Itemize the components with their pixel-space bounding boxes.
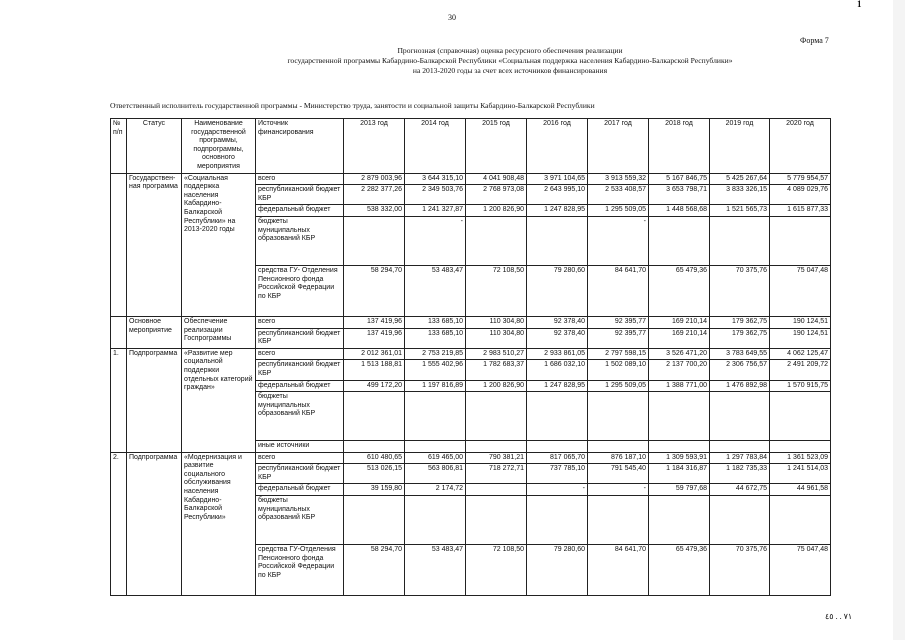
value-cell: 59 797,68 bbox=[649, 484, 710, 496]
value-cell bbox=[466, 441, 527, 453]
value-cell bbox=[710, 216, 770, 265]
value-cell: 1 184 316,87 bbox=[649, 464, 710, 484]
value-cell: 179 362,75 bbox=[710, 328, 770, 348]
value-cell: 3 971 104,65 bbox=[527, 173, 588, 185]
source-cell: бюджеты муниципальных образований КБР bbox=[256, 496, 344, 545]
value-cell bbox=[466, 484, 527, 496]
value-cell: 1 297 783,84 bbox=[710, 452, 770, 464]
value-cell: 79 280,60 bbox=[527, 265, 588, 316]
block-number: 1. bbox=[111, 348, 127, 452]
value-cell: 791 545,40 bbox=[588, 464, 649, 484]
value-cell: 4 062 125,47 bbox=[770, 348, 831, 360]
value-cell bbox=[466, 496, 527, 545]
value-cell: 58 294,70 bbox=[344, 545, 405, 596]
source-cell: федеральный бюджет bbox=[256, 205, 344, 217]
value-cell bbox=[588, 441, 649, 453]
value-cell: 2 753 219,85 bbox=[405, 348, 466, 360]
value-cell: 2 282 377,26 bbox=[344, 185, 405, 205]
value-cell: 92 395,77 bbox=[588, 316, 649, 328]
value-cell: 1 615 877,33 bbox=[770, 205, 831, 217]
table-row bbox=[111, 173, 831, 185]
form-label: Форма 7 bbox=[800, 36, 829, 45]
value-cell: - bbox=[527, 484, 588, 496]
value-cell bbox=[466, 392, 527, 441]
value-cell: 1 513 188,81 bbox=[344, 360, 405, 380]
value-cell: 169 210,14 bbox=[649, 328, 710, 348]
value-cell: - bbox=[405, 216, 466, 265]
header-year: 2015 год bbox=[466, 119, 527, 174]
header-num: № п/п bbox=[111, 119, 127, 174]
header-year: 2019 год bbox=[710, 119, 770, 174]
value-cell: 2 933 861,05 bbox=[527, 348, 588, 360]
block-name: «Развитие мер социальной поддержки отдельных категорий граждан» bbox=[182, 348, 256, 452]
page-number: 30 bbox=[448, 13, 456, 22]
value-cell: 3 833 326,15 bbox=[710, 185, 770, 205]
value-cell: 499 172,20 bbox=[344, 380, 405, 392]
block-status: Подпрограмма bbox=[127, 348, 182, 452]
value-cell: 1 476 892,98 bbox=[710, 380, 770, 392]
value-cell: 2 349 503,76 bbox=[405, 185, 466, 205]
value-cell: 72 108,50 bbox=[466, 265, 527, 316]
value-cell: 1 686 032,10 bbox=[527, 360, 588, 380]
value-cell: 1 502 089,10 bbox=[588, 360, 649, 380]
header-year: 2017 год bbox=[588, 119, 649, 174]
table-row bbox=[111, 316, 831, 328]
block-number bbox=[111, 316, 127, 348]
source-cell: средства ГУ-Отделения Пенсионного фонда Российской Федерации по КБР bbox=[256, 545, 344, 596]
corner-mark: 1 bbox=[857, 0, 863, 9]
value-cell: 2 797 598,15 bbox=[588, 348, 649, 360]
value-cell: 190 124,51 bbox=[770, 316, 831, 328]
source-cell: бюджеты муниципальных образований КБР bbox=[256, 392, 344, 441]
value-cell: 53 483,47 bbox=[405, 265, 466, 316]
value-cell: 70 375,76 bbox=[710, 265, 770, 316]
value-cell: 179 362,75 bbox=[710, 316, 770, 328]
value-cell: 1 241 514,03 bbox=[770, 464, 831, 484]
table-row bbox=[111, 348, 831, 360]
value-cell bbox=[649, 216, 710, 265]
source-cell: федеральный бюджет bbox=[256, 380, 344, 392]
value-cell: 44 961,58 bbox=[770, 484, 831, 496]
source-cell: всего bbox=[256, 316, 344, 328]
value-cell: 1 295 509,05 bbox=[588, 205, 649, 217]
block-status: Основное мероприятие bbox=[127, 316, 182, 348]
value-cell: 3 913 559,32 bbox=[588, 173, 649, 185]
title-line: государственной программы Кабардино-Балкарской Республики «Социальная поддержка населения Кабардино-Балкарской Республики» bbox=[287, 56, 733, 65]
value-cell: 5 167 846,75 bbox=[649, 173, 710, 185]
value-cell: 92 378,40 bbox=[527, 316, 588, 328]
source-cell: республиканский бюджет КБР bbox=[256, 185, 344, 205]
value-cell: 1 521 565,73 bbox=[710, 205, 770, 217]
header-year: 2018 год bbox=[649, 119, 710, 174]
value-cell bbox=[710, 441, 770, 453]
value-cell: 1 247 828,95 bbox=[527, 205, 588, 217]
value-cell: 169 210,14 bbox=[649, 316, 710, 328]
header-year: 2016 год bbox=[527, 119, 588, 174]
value-cell: 4 041 908,48 bbox=[466, 173, 527, 185]
value-cell: 3 783 649,55 bbox=[710, 348, 770, 360]
value-cell: 737 785,10 bbox=[527, 464, 588, 484]
block-name: «Социальная поддержка населения Кабардино-Балкарской Республики» на 2013-2020 годы bbox=[182, 173, 256, 316]
value-cell: 84 641,70 bbox=[588, 265, 649, 316]
block-number: 2. bbox=[111, 452, 127, 595]
block-number bbox=[111, 173, 127, 316]
source-cell: всего bbox=[256, 452, 344, 464]
value-cell: 133 685,10 bbox=[405, 316, 466, 328]
value-cell bbox=[344, 496, 405, 545]
block-name: «Модернизация и развитие социального обслуживания населения Кабардино-Балкарской Республики» bbox=[182, 452, 256, 595]
value-cell: 70 375,76 bbox=[710, 545, 770, 596]
value-cell: 3 644 315,10 bbox=[405, 173, 466, 185]
value-cell: 110 304,80 bbox=[466, 328, 527, 348]
value-cell: 1 448 568,68 bbox=[649, 205, 710, 217]
value-cell: 137 419,96 bbox=[344, 316, 405, 328]
header-row bbox=[111, 119, 831, 174]
value-cell: 3 653 798,71 bbox=[649, 185, 710, 205]
header-source: Источник финансирования bbox=[256, 119, 344, 174]
value-cell bbox=[770, 496, 831, 545]
value-cell: 563 806,81 bbox=[405, 464, 466, 484]
value-cell: 79 280,60 bbox=[527, 545, 588, 596]
scan-edge bbox=[893, 0, 905, 640]
value-cell: 5 425 267,64 bbox=[710, 173, 770, 185]
value-cell bbox=[466, 216, 527, 265]
value-cell: 1 197 816,89 bbox=[405, 380, 466, 392]
value-cell: 2 306 756,57 bbox=[710, 360, 770, 380]
value-cell: 4 089 029,76 bbox=[770, 185, 831, 205]
value-cell: 110 304,80 bbox=[466, 316, 527, 328]
value-cell bbox=[527, 441, 588, 453]
value-cell: 72 108,50 bbox=[466, 545, 527, 596]
value-cell: 1 309 593,91 bbox=[649, 452, 710, 464]
value-cell bbox=[649, 392, 710, 441]
value-cell: 92 378,40 bbox=[527, 328, 588, 348]
value-cell: 1 182 735,33 bbox=[710, 464, 770, 484]
title-line: Прогнозная (справочная) оценка ресурсного обеспечения реализации bbox=[397, 46, 623, 55]
source-cell: республиканский бюджет КБР bbox=[256, 360, 344, 380]
value-cell: 58 294,70 bbox=[344, 265, 405, 316]
resource-table bbox=[110, 118, 831, 596]
value-cell: 2 533 408,57 bbox=[588, 185, 649, 205]
value-cell bbox=[527, 392, 588, 441]
value-cell: 75 047,48 bbox=[770, 265, 831, 316]
value-cell: 65 479,36 bbox=[649, 265, 710, 316]
value-cell: 92 395,77 bbox=[588, 328, 649, 348]
value-cell bbox=[527, 216, 588, 265]
responsible-executor: Ответственный исполнитель государственной программы - Министерство труда, занятости и социальной защиты Кабардино-Балкарской Республики bbox=[110, 101, 595, 110]
value-cell: 1 200 826,90 bbox=[466, 205, 527, 217]
source-cell: всего bbox=[256, 348, 344, 360]
value-cell bbox=[344, 216, 405, 265]
value-cell: 817 065,70 bbox=[527, 452, 588, 464]
value-cell: 513 026,15 bbox=[344, 464, 405, 484]
value-cell: 2 879 003,96 bbox=[344, 173, 405, 185]
value-cell: 2 174,72 bbox=[405, 484, 466, 496]
value-cell bbox=[770, 441, 831, 453]
value-cell bbox=[405, 496, 466, 545]
value-cell: 790 381,21 bbox=[466, 452, 527, 464]
value-cell bbox=[649, 441, 710, 453]
value-cell bbox=[710, 392, 770, 441]
source-cell: иные источники bbox=[256, 441, 344, 453]
value-cell: 2 012 361,01 bbox=[344, 348, 405, 360]
value-cell: 2 983 510,27 bbox=[466, 348, 527, 360]
document-title bbox=[200, 46, 820, 76]
value-cell: 1 782 683,37 bbox=[466, 360, 527, 380]
value-cell: 718 272,71 bbox=[466, 464, 527, 484]
value-cell: 133 685,10 bbox=[405, 328, 466, 348]
value-cell: 65 479,36 bbox=[649, 545, 710, 596]
value-cell bbox=[588, 392, 649, 441]
value-cell bbox=[405, 441, 466, 453]
value-cell: 1 570 915,75 bbox=[770, 380, 831, 392]
source-cell: бюджеты муниципальных образований КБР bbox=[256, 216, 344, 265]
footer-mark: ٧١ . . ٤٥ bbox=[825, 612, 853, 621]
value-cell bbox=[588, 496, 649, 545]
value-cell: 538 332,00 bbox=[344, 205, 405, 217]
block-name: Обеспечение реализации Госпрограммы bbox=[182, 316, 256, 348]
header-year: 2014 год bbox=[405, 119, 466, 174]
value-cell: 1 247 828,95 bbox=[527, 380, 588, 392]
value-cell bbox=[344, 392, 405, 441]
value-cell: 53 483,47 bbox=[405, 545, 466, 596]
value-cell: 5 779 954,57 bbox=[770, 173, 831, 185]
value-cell bbox=[405, 392, 466, 441]
value-cell bbox=[344, 441, 405, 453]
value-cell: - bbox=[588, 216, 649, 265]
source-cell: федеральный бюджет bbox=[256, 484, 344, 496]
source-cell: республиканский бюджет КБР bbox=[256, 328, 344, 348]
value-cell bbox=[770, 392, 831, 441]
value-cell: 610 480,65 bbox=[344, 452, 405, 464]
value-cell: 190 124,51 bbox=[770, 328, 831, 348]
source-cell: средства ГУ- Отделения Пенсионного фонда Российской Федерации по КБР bbox=[256, 265, 344, 316]
value-cell: 75 047,48 bbox=[770, 545, 831, 596]
value-cell: 3 526 471,20 bbox=[649, 348, 710, 360]
value-cell bbox=[527, 496, 588, 545]
value-cell: 39 159,80 bbox=[344, 484, 405, 496]
value-cell: 1 241 327,87 bbox=[405, 205, 466, 217]
block-status: Государствен-ная программа bbox=[127, 173, 182, 316]
value-cell: 619 465,00 bbox=[405, 452, 466, 464]
value-cell: 2 491 209,72 bbox=[770, 360, 831, 380]
value-cell: 2 137 700,20 bbox=[649, 360, 710, 380]
value-cell bbox=[710, 496, 770, 545]
header-status: Статус bbox=[127, 119, 182, 174]
header-year: 2013 год bbox=[344, 119, 405, 174]
value-cell bbox=[770, 216, 831, 265]
value-cell: 876 187,10 bbox=[588, 452, 649, 464]
source-cell: всего bbox=[256, 173, 344, 185]
block-status: Подпрограмма bbox=[127, 452, 182, 595]
value-cell: 2 643 995,10 bbox=[527, 185, 588, 205]
value-cell: 44 672,75 bbox=[710, 484, 770, 496]
header-name: Наименование государственной программы, подпрограммы, основного мероприятия bbox=[182, 119, 256, 174]
value-cell: 1 388 771,00 bbox=[649, 380, 710, 392]
header-year: 2020 год bbox=[770, 119, 831, 174]
value-cell: 1 555 402,96 bbox=[405, 360, 466, 380]
value-cell: 1 361 523,09 bbox=[770, 452, 831, 464]
value-cell: 84 641,70 bbox=[588, 545, 649, 596]
value-cell: - bbox=[588, 484, 649, 496]
value-cell: 137 419,96 bbox=[344, 328, 405, 348]
value-cell: 2 768 973,08 bbox=[466, 185, 527, 205]
source-cell: республиканский бюджет КБР bbox=[256, 464, 344, 484]
title-line: на 2013-2020 годы за счет всех источников финансирования bbox=[412, 66, 608, 75]
value-cell: 1 200 826,90 bbox=[466, 380, 527, 392]
value-cell bbox=[649, 496, 710, 545]
value-cell: 1 295 509,05 bbox=[588, 380, 649, 392]
table-row bbox=[111, 452, 831, 464]
